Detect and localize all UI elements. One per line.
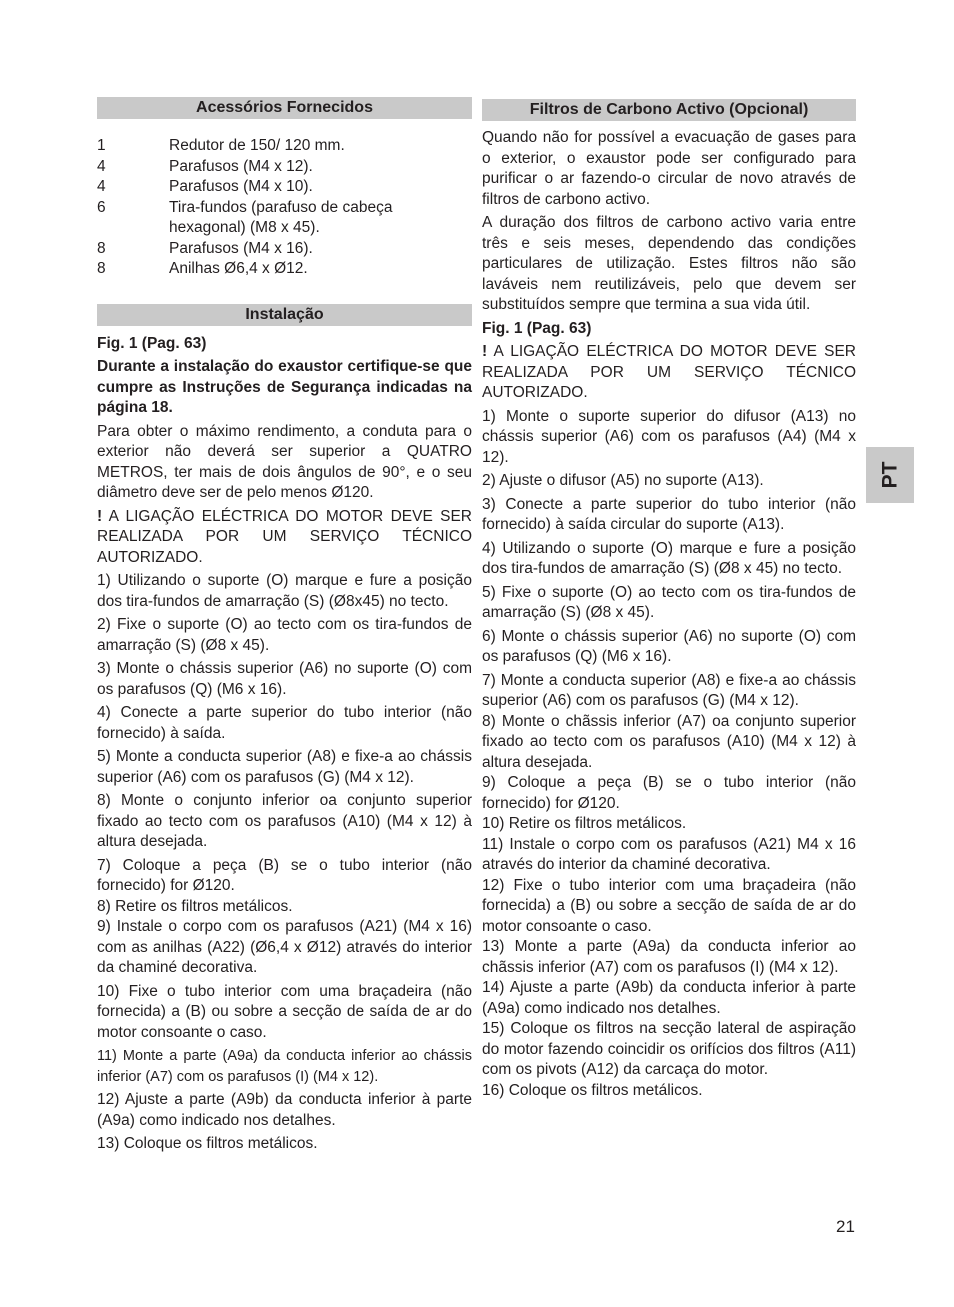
step: 2) Ajuste o difusor (A5) no suporte (A13).: [482, 472, 764, 489]
list-item: [97, 136, 472, 157]
step: 13) Coloque os filtros metálicos.: [97, 1135, 318, 1152]
electrical-warning: [482, 342, 856, 404]
step: 10) Fixe o tubo interior com uma braçadeira (não fornecida) a (B) ou sobre a secção de saída de ar do motor consoante o caso.: [97, 982, 472, 1041]
warning-mark: !: [97, 507, 103, 525]
item-description: Parafusos (M4 x 10).: [169, 178, 313, 195]
step: 11) Monte a parte (A9a) da conducta inferior ao chássis inferior (A7) com os parafusos (I) (M4 x 12).: [97, 1048, 472, 1085]
item-quantity: 6: [97, 198, 106, 216]
warning-text: A LIGAÇÃO ELÉCTRICA DO MOTOR DEVE SER REALIZADA POR UM SERVIÇO TÉCNICO AUTORIZADO.: [482, 343, 856, 401]
step: 1) Monte o suporte superior do difusor (A13) no chássis superior (A6) com os parafusos (A4) (M4 x 12).: [482, 407, 856, 466]
item-description: Tira-fundos (parafuso de cabeça hexagonal) (M8 x 45).: [169, 198, 393, 236]
installation-body: [97, 334, 472, 1155]
item-quantity: 1: [97, 137, 106, 154]
step: 3) Monte o chássis superior (A6) no suporte (O) com os parafusos (Q) (M6 x 16).: [97, 660, 472, 698]
paragraph: Quando não for possível a evacuação de gases para o exterior, o exaustor pode ser configurado para purificar o ar fazendo-o circular de novo através de filtros de carbono activo.: [482, 129, 856, 208]
warning-text: A LIGAÇÃO ELÉCTRICA DO MOTOR DEVE SER REALIZADA POR UM SERVIÇO TÉCNICO AUTORIZADO.: [97, 507, 472, 566]
intro-paragraph: Para obter o máximo rendimento, a conduta para o exterior não deverá ser superior a QUATRO METROS, ter mais de dois ângulos de 90°, e o seu diâmetro deve ser de pelo menos Ø120.: [97, 422, 472, 501]
step: 5) Monte a conducta superior (A8) e fixe-a ao chássis superior (A6) com os parafusos (G) (M4 x 12).: [97, 748, 472, 786]
safety-notice: Durante a instalação do exaustor certifique-se que cumpre as Instruções de Segurança indicadas na página 18.: [97, 358, 472, 416]
step: 4) Utilizando o suporte (O) marque e fure a posição dos tira-fundos de amarração (S) (Ø8 x 45) no tecto.: [482, 539, 856, 577]
page-number: 21: [836, 1217, 855, 1236]
step: 12) Ajuste a parte (A9b) da conducta inferior à parte (A9a) como indicado nos detalhes.: [97, 1091, 472, 1129]
step: 5) Fixe o suporte (O) ao tecto com os tira-fundos de amarração (S) (Ø8 x 45).: [482, 583, 856, 621]
left-column: [97, 97, 472, 1158]
item-quantity: 8: [97, 260, 106, 277]
installation-heading: Instalação: [97, 304, 472, 326]
item-description: Redutor de 150/ 120 mm.: [169, 137, 345, 154]
item-description: Anilhas Ø6,4 x Ø12.: [169, 260, 308, 277]
item-quantity: 8: [97, 239, 106, 257]
list-item: [97, 177, 472, 198]
item-description: Parafusos (M4 x 16).: [169, 239, 313, 257]
carbon-filter-heading: Filtros de Carbono Activo (Opcional): [482, 99, 856, 121]
right-column: [482, 97, 856, 1104]
list-item: [97, 157, 472, 178]
warning-mark: !: [482, 343, 488, 360]
list-item: [97, 239, 472, 260]
figure-reference: Fig. 1 (Pag. 63): [97, 334, 207, 352]
item-quantity: 4: [97, 178, 106, 195]
step: 1) Utilizando o suporte (O) marque e fure a posição dos tira-fundos de amarração (S) (Ø8x45) no tecto.: [97, 572, 472, 610]
step: 2) Fixe o suporte (O) ao tecto com os tira-fundos de amarração (S) (Ø8 x 45).: [97, 616, 472, 654]
step: 6) Monte o chássis superior (A6) no suporte (O) com os parafusos (Q) (M6 x 16).: [482, 627, 856, 665]
item-description: Parafusos (M4 x 12).: [169, 157, 313, 175]
accessories-heading: Acessórios Fornecidos: [97, 97, 472, 119]
step: 7) Coloque a peça (B) se o tubo interior (não fornecido) for Ø120. 8) Retire os filtros metálicos. 9) Instale o corpo com os parafusos (A21) (M4 x 16) com as anilhas (A22) (Ø6,4 x Ø12) através do interior da chaminé decorativa.: [97, 856, 472, 976]
step: 3) Conecte a parte superior do tubo interior (não fornecido) à saída circular do suporte (A13).: [482, 495, 856, 533]
electrical-warning: [97, 507, 472, 569]
language-tab: [866, 447, 914, 503]
list-item: [97, 259, 472, 280]
paragraph: A duração dos filtros de carbono activo varia entre três e seis meses, dependendo das condições particulares de utilização. Estes filtros não são laváveis nem reutilizáveis, pelo que devem ser substituídos sempre que termina a sua vida útil.: [482, 214, 856, 313]
item-quantity: 4: [97, 157, 106, 175]
step: 4) Conecte a parte superior do tubo interior (não fornecido) à saída.: [97, 704, 472, 742]
accessories-list: [97, 136, 472, 280]
step: 7) Monte a conducta superior (A8) e fixe-a ao chássis superior (A6) com os parafusos (G) (M4 x 12). 8) Monte o chãssis inferior (A7) oa conjunto superior fixado ao tecto com os parafusos (A10) (M4 x 12) à altura desejada. 9) Coloque a peça (B) se o tubo interior (não fornecido) for Ø120. 10) Retire os filtros metálicos. 11) Instale o corpo com os parafusos (A21) M4 x 16 através do interior da chaminé decorativa. 12) Fixe o tubo interior com uma braçadeira (não fornecida) a (B) ou sobre a secção de saída de ar do motor consoante o caso. 13) Monte a parte (A9a) da conducta inferior ao chãssis inferior (A7) com os parafusos (I) (M4 x 12). 14) Ajuste a parte (A9b) da conducta inferior à parte (A9a) como indicado nos detalhes. 15) Coloque os filtros na secção lateral de aspiração do motor fazendo coincidir os orifícios dos filtros (A11) com os pivots (A12) da carcaça do motor. 16) Coloque os filtros metálicos.: [482, 671, 856, 1099]
list-item: [97, 198, 472, 239]
language-tab-label: PT: [878, 461, 901, 489]
figure-reference: Fig. 1 (Pag. 63): [482, 319, 592, 337]
carbon-filter-body: [482, 128, 856, 1101]
step: 8) Monte o conjunto inferior oa conjunto superior fixado ao tecto com os parafusos (A10) (M4 x 12) à altura desejada.: [97, 792, 472, 850]
